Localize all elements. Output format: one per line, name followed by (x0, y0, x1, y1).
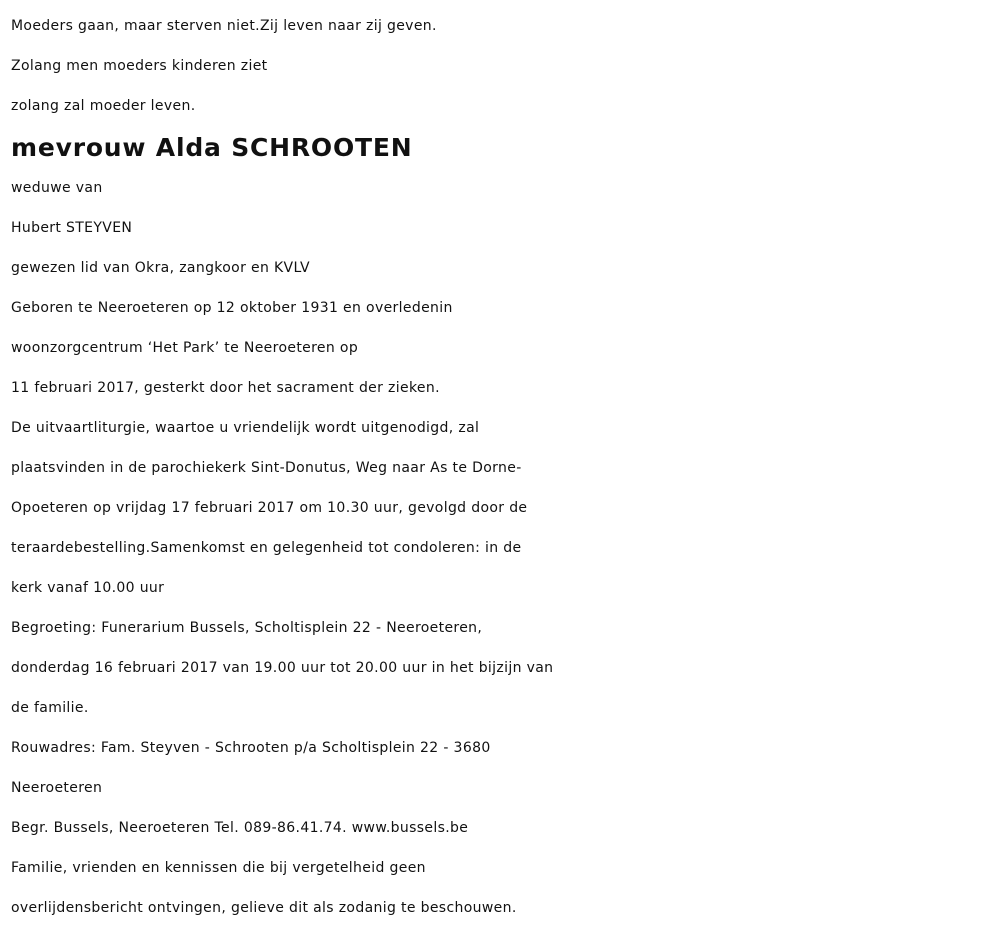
poem-line-2: Zolang men moeders kinderen ziet (11, 58, 268, 74)
widow-of-label: weduwe van (11, 180, 103, 196)
closing-note-line-1: Familie, vrienden en kennissen die bij vergetelheid geen (11, 860, 426, 876)
funeral-line-2: plaatsvinden in de parochiekerk Sint-Donutus, Weg naar As te Dorne- (11, 460, 522, 476)
mourning-address-line-2: Neeroeteren (11, 780, 103, 796)
closing-note-line-2: overlijdensbericht ontvingen, gelieve dit als zodanig te beschouwen. (11, 900, 517, 916)
mourning-address-line-1: Rouwadres: Fam. Steyven - Schrooten p/a Scholtisplein 22 - 3680 (11, 740, 491, 756)
visitation-line-2: donderdag 16 februari 2017 van 19.00 uur tot 20.00 uur in het bijzijn van (11, 660, 554, 676)
funeral-line-5: kerk vanaf 10.00 uur (11, 580, 165, 596)
visitation-line-3: de familie. (11, 700, 89, 716)
funeral-line-4: teraardebestelling.Samenkomst en gelegenheid tot condoleren: in de (11, 540, 522, 556)
deceased-name: mevrouw Alda SCHROOTEN (11, 133, 413, 162)
poem-line-1: Moeders gaan, maar sterven niet.Zij leven naar zij geven. (11, 18, 437, 34)
funeral-line-3: Opoeteren op vrijdag 17 februari 2017 om 10.30 uur, gevolgd door de (11, 500, 528, 516)
spouse-name: Hubert STEYVEN (11, 220, 133, 236)
birth-death-line-1: Geboren te Neeroeteren op 12 oktober 1931 en overledenin (11, 300, 453, 316)
funeral-home-contact: Begr. Bussels, Neeroeteren Tel. 089-86.41.74. www.bussels.be (11, 820, 469, 836)
birth-death-line-2: woonzorgcentrum ‘Het Park’ te Neeroeteren op (11, 340, 359, 356)
memberships: gewezen lid van Okra, zangkoor en KVLV (11, 260, 310, 276)
visitation-line-1: Begroeting: Funerarium Bussels, Scholtisplein 22 - Neeroeteren, (11, 620, 483, 636)
poem-line-3: zolang zal moeder leven. (11, 98, 196, 114)
birth-death-line-3: 11 februari 2017, gesterkt door het sacrament der zieken. (11, 380, 440, 396)
funeral-line-1: De uitvaartliturgie, waartoe u vriendelijk wordt uitgenodigd, zal (11, 420, 480, 436)
death-notice (11, 6, 996, 928)
